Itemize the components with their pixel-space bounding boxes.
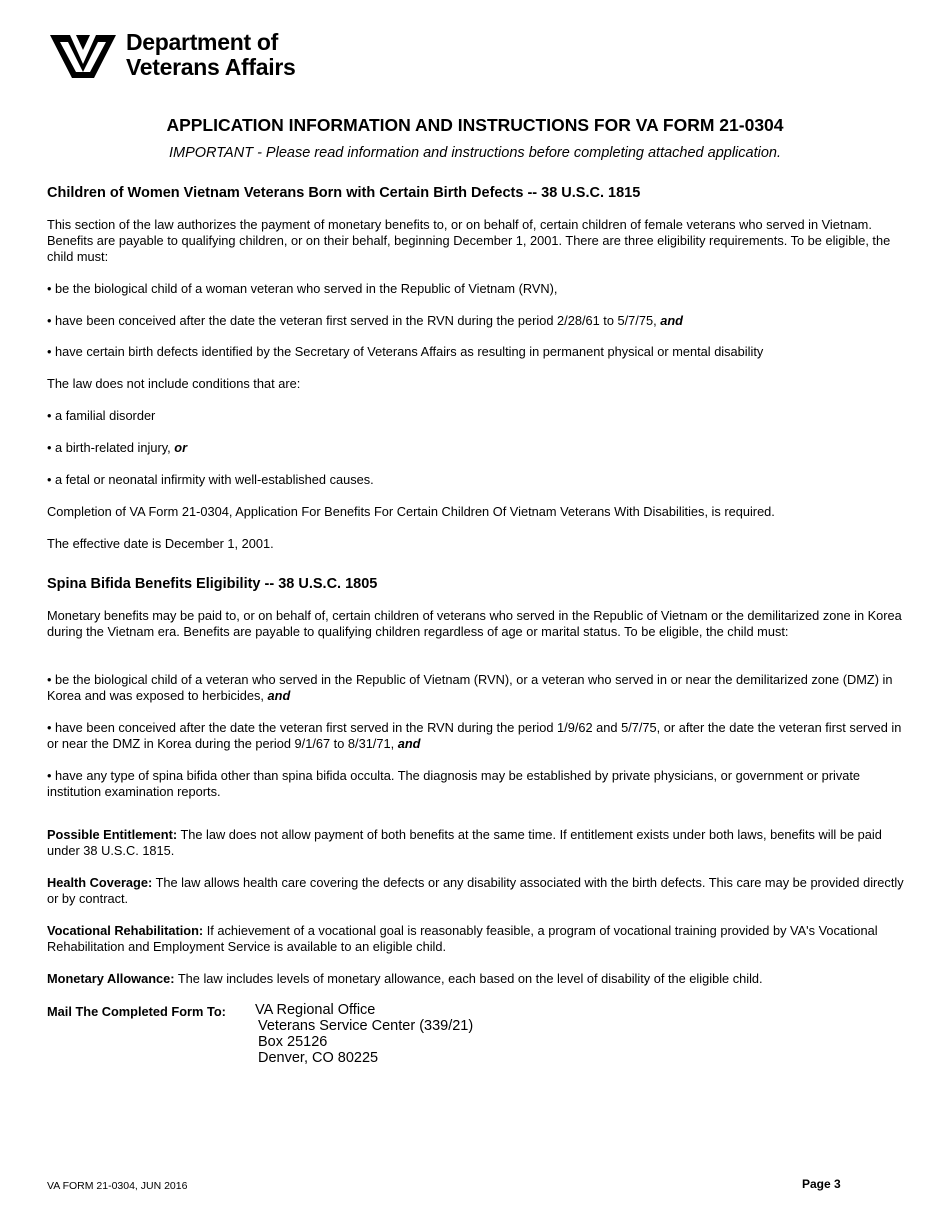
section2-bullet1: • be the biological child of a veteran who served in the Republic of Vietnam (RVN), or a veteran who served in or near the demilitarized zone (DMZ) in Korea and was exposed to herbicides, and: [47, 672, 893, 703]
mail-address-line3: Box 25126: [258, 1034, 328, 1050]
section2-heading: Spina Bifida Benefits Eligibility -- 38 U.S.C. 1805: [47, 576, 378, 592]
logo-wordmark: [126, 30, 296, 80]
section2-intro: Monetary benefits may be paid to, or on behalf of, certain children of veterans who served in the Republic of Vietnam or the demilitarized zone in Korea during the Vietnam era. Benefits are payable to qualifying children regardless of age or marital status. To be eligible, the child must:: [47, 608, 902, 639]
va-logo: [50, 30, 330, 82]
va-seal-icon: [50, 32, 116, 80]
section1-effective-date: The effective date is December 1, 2001.: [47, 536, 274, 551]
section1-bullet1: • be the biological child of a woman veteran who served in the Republic of Vietnam (RVN),: [47, 281, 558, 296]
section1-excludes-intro: The law does not include conditions that are:: [47, 376, 301, 391]
section1-bullet3: • have certain birth defects identified by the Secretary of Veterans Affairs as resulting in permanent physical or mental disability: [47, 344, 764, 359]
form-identifier: VA FORM 21-0304, JUN 2016: [47, 1180, 188, 1192]
vocational-rehabilitation-note: Vocational Rehabilitation: If achievement of a vocational goal is reasonably feasible, a program of vocational training provided by VA's Vocational Rehabilitation and Employment Service is available to an eligible child.: [47, 923, 878, 954]
monetary-allowance-note: Monetary Allowance: The law includes levels of monetary allowance, each based on the level of disability of the eligible child.: [47, 971, 763, 986]
section1-heading: Children of Women Vietnam Veterans Born with Certain Birth Defects -- 38 U.S.C. 1815: [47, 185, 641, 201]
logo-line2: Veterans Affairs: [126, 54, 296, 80]
section1-exclusion3: • a fetal or neonatal infirmity with well-established causes.: [47, 472, 374, 487]
page-subtitle: IMPORTANT - Please read information and instructions before completing attached application.: [169, 145, 781, 161]
page-number: Page 3: [802, 1177, 841, 1191]
mail-address: [255, 1002, 473, 1066]
mail-address-line2: Veterans Service Center (339/21): [258, 1018, 474, 1034]
mail-address-line4: Denver, CO 80225: [258, 1050, 379, 1066]
section1-exclusion2: • a birth-related injury, or: [47, 440, 188, 455]
section2-bullet2: • have been conceived after the date the veteran first served in the RVN during the period 1/9/62 and 5/7/75, or after the date the veteran first served in or near the DMZ in Korea during the period 9/1/67 to 8/31/71, and: [47, 720, 902, 751]
mail-address-line1: VA Regional Office: [255, 1002, 376, 1018]
page-title: APPLICATION INFORMATION AND INSTRUCTIONS FOR VA FORM 21-0304: [166, 115, 784, 135]
section1-intro: This section of the law authorizes the payment of monetary benefits to, or on behalf of, certain children of female veterans who served in Vietnam. Benefits are payable to qualifying children, or on their behalf, beginning December 1, 2001. There are three eligibility requirements. To be eligible, the child must:: [47, 217, 891, 264]
health-coverage-note: Health Coverage: The law allows health care covering the defects or any disability associated with the birth defects. This care may be provided directly or by contract.: [47, 875, 904, 906]
section1-bullet2: • have been conceived after the date the veteran first served in the RVN during the period 2/28/61 to 5/7/75, and: [47, 313, 683, 328]
section1-completion: Completion of VA Form 21-0304, Application For Benefits For Certain Children Of Vietnam Veterans With Disabilities, is required.: [47, 504, 775, 519]
logo-line1: Department of: [126, 29, 279, 55]
mail-to-label: Mail The Completed Form To:: [47, 1004, 226, 1019]
section2-bullet3: • have any type of spina bifida other than spina bifida occulta. The diagnosis may be established by private physicians, or government or private institution examination reports.: [47, 768, 861, 799]
section1-exclusion1: • a familial disorder: [47, 408, 156, 423]
possible-entitlement-note: Possible Entitlement: The law does not allow payment of both benefits at the same time. If entitlement exists under both laws, benefits will be paid under 38 U.S.C. 1815.: [47, 827, 882, 858]
